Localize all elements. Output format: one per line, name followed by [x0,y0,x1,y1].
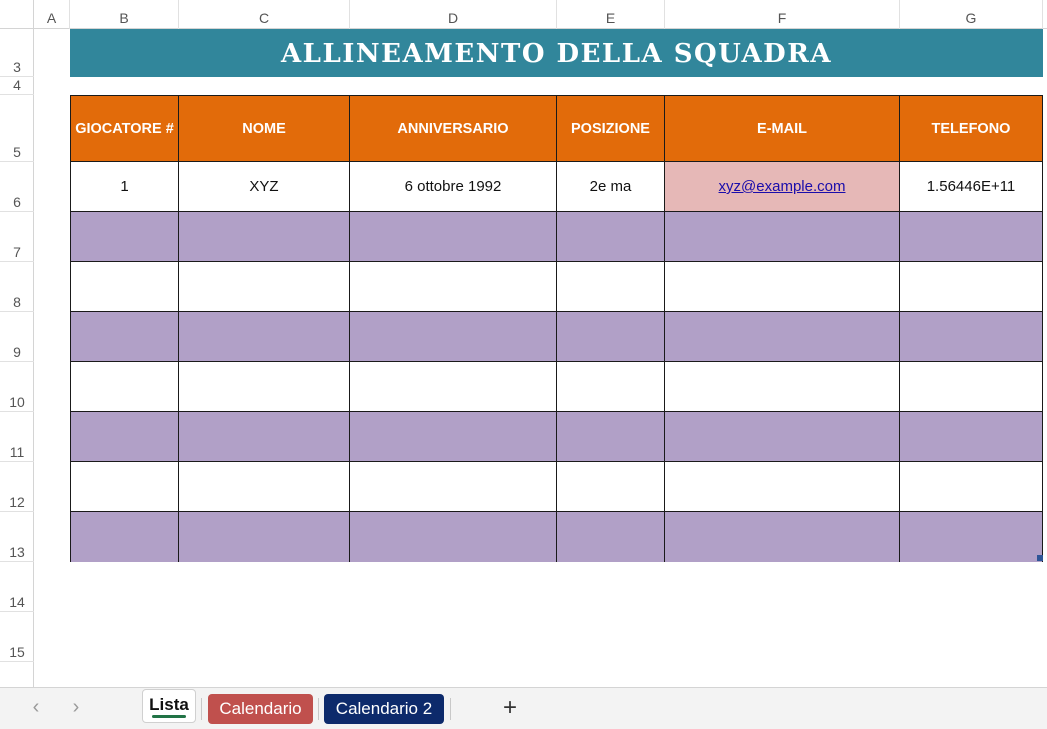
header-player-number[interactable]: GIOCATORE # [71,96,179,162]
column-header-f[interactable]: F [665,0,900,29]
row-header-14[interactable]: 14 [0,562,34,612]
row-header-9[interactable]: 9 [0,312,34,362]
table-cell[interactable] [665,262,900,312]
table-cell[interactable] [179,512,350,562]
row-header-4[interactable]: 4 [0,77,34,95]
row-header-8[interactable]: 8 [0,262,34,312]
column-header-a[interactable]: A [34,0,70,29]
table-cell[interactable] [665,362,900,412]
sheet-title[interactable]: ALLINEAMENTO DELLA SQUADRA [70,29,1043,77]
column-header-d[interactable]: D [350,0,557,29]
table-cell[interactable] [350,512,557,562]
cell-email[interactable] [665,162,900,212]
sheet-tab-calendario-2[interactable]: Calendario 2 [324,694,444,724]
row-header-7[interactable]: 7 [0,212,34,262]
table-cell[interactable] [900,362,1042,412]
table-cell[interactable] [179,212,350,262]
cell-anniversary[interactable]: 6 ottobre 1992 [350,162,557,212]
chevron-left-icon[interactable]: ‹ [32,696,40,718]
table-cell[interactable] [71,312,179,362]
table-cell[interactable] [179,362,350,412]
table-cell[interactable] [350,262,557,312]
table-resize-handle[interactable] [1037,555,1043,561]
column-header-bar [0,0,1047,29]
tab-divider [201,698,202,720]
header-email[interactable]: E-MAIL [665,96,900,162]
row-header-10[interactable]: 10 [0,362,34,412]
sheet-tab-calendario[interactable]: Calendario [208,694,313,724]
table-cell[interactable] [71,362,179,412]
cell-phone[interactable]: 1.56446E+11 [900,162,1042,212]
table-cell[interactable] [350,212,557,262]
table-cell[interactable] [900,312,1042,362]
table-cell[interactable] [900,412,1042,462]
header-anniversary[interactable]: ANNIVERSARIO [350,96,557,162]
table-cell[interactable] [900,262,1042,312]
row-header-15[interactable]: 15 [0,612,34,662]
column-header-g[interactable]: G [900,0,1043,29]
table-cell[interactable] [900,462,1042,512]
table-cell[interactable] [900,512,1042,562]
table-cell[interactable] [557,312,665,362]
row-header-6[interactable]: 6 [0,162,34,212]
row-header-5[interactable]: 5 [0,95,34,162]
table-cell[interactable] [665,512,900,562]
row-header-11[interactable]: 11 [0,412,34,462]
row-header-bar [0,29,34,687]
table-cell[interactable] [179,462,350,512]
row-header-12[interactable]: 12 [0,462,34,512]
column-header-e[interactable]: E [557,0,665,29]
sheet-tab-bar [0,687,1047,729]
email-link[interactable]: xyz@example.com [718,178,846,195]
add-sheet-icon[interactable]: + [502,694,517,721]
header-name[interactable]: NOME [179,96,350,162]
active-tab-indicator [152,715,186,718]
table-cell[interactable] [557,212,665,262]
table-cell[interactable] [665,412,900,462]
table-cell[interactable] [900,212,1042,262]
table-cell[interactable] [350,462,557,512]
column-header-b[interactable]: B [70,0,179,29]
sheet-tab-lista[interactable]: Lista [142,689,196,723]
tab-divider [318,698,319,720]
table-cell[interactable] [557,462,665,512]
cell-name[interactable]: XYZ [179,162,350,212]
chevron-right-icon[interactable]: › [72,696,80,718]
table-cell[interactable] [71,512,179,562]
table-cell[interactable] [350,412,557,462]
table-cell[interactable] [665,312,900,362]
table-cell[interactable] [179,412,350,462]
table-cell[interactable] [71,262,179,312]
table-cell[interactable] [557,512,665,562]
table-cell[interactable] [179,312,350,362]
table-cell[interactable] [665,462,900,512]
tab-divider [450,698,451,720]
select-all-corner[interactable] [0,0,34,29]
column-header-c[interactable]: C [179,0,350,29]
table-cell[interactable] [71,462,179,512]
table-cell[interactable] [557,412,665,462]
cell-player-number[interactable]: 1 [71,162,179,212]
table-cell[interactable] [665,212,900,262]
table-cell[interactable] [557,362,665,412]
table-cell[interactable] [71,412,179,462]
table-cell[interactable] [71,212,179,262]
table-cell[interactable] [179,262,350,312]
team-roster-table [70,95,1043,562]
header-position[interactable]: POSIZIONE [557,96,665,162]
cell-position[interactable]: 2e ma [557,162,665,212]
table-cell[interactable] [350,362,557,412]
row-header-13[interactable]: 13 [0,512,34,562]
row-header-3[interactable]: 3 [0,29,34,77]
table-cell[interactable] [557,262,665,312]
header-phone[interactable]: TELEFONO [900,96,1042,162]
table-cell[interactable] [350,312,557,362]
